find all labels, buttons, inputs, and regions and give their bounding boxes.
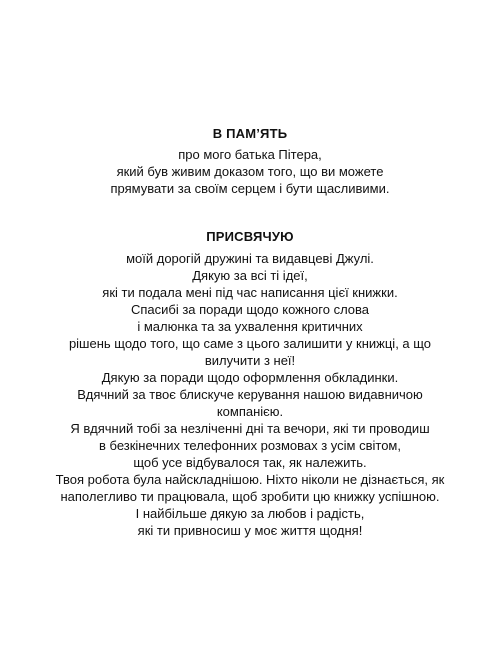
dedication-line: Твоя робота була найскладнішою. Ніхто ніколи не дізнається, як [55,472,445,487]
dedication-section [0,229,500,539]
dedication-line: моїй дорогій дружині та видавцеві Джулі. [126,251,374,266]
dedication-line: які ти привносиш у моє життя щодня! [137,523,363,538]
dedication-line: І найбільше дякую за любов і радість, [135,506,365,521]
dedication-heading: ПРИСВЯЧУЮ [206,229,294,244]
dedication-line: в безкінечних телефонних розмовах з усім світом, [99,438,401,453]
dedication-line: Дякую за поради щодо оформлення обкладинки. [101,370,399,385]
dedication-line: і малюнка та за ухвалення критичних [137,319,363,334]
memory-section [0,126,500,197]
memory-line: прямувати за своїм серцем і бути щасливими. [110,181,390,196]
dedication-line: щоб усе відбувалося так, як належить. [133,455,367,470]
dedication-line: Вдячний за твоє блискуче керування нашою видавничою [77,387,423,402]
memory-line: про мого батька Пітера, [178,147,322,162]
memory-line: який був живим доказом того, що ви можете [116,164,384,179]
memory-heading: В ПАМ’ЯТЬ [212,126,288,141]
dedication-line: компанією. [216,404,284,419]
dedication-line: Спасибі за поради щодо кожного слова [130,302,370,317]
dedication-line: рішень щодо того, що саме з цього залишити у книжці, а що [68,336,432,351]
dedication-line: які ти подала мені під час написання цієї книжки. [102,285,398,300]
dedication-line: Я вдячний тобі за незліченні дні та вечори, які ти проводиш [70,421,430,436]
dedication-line: вилучити з неї! [204,353,296,368]
dedication-line: Дякую за всі ті ідеї, [192,268,308,283]
dedication-line: наполегливо ти працювала, щоб зробити цю книжку успішною. [60,489,440,504]
